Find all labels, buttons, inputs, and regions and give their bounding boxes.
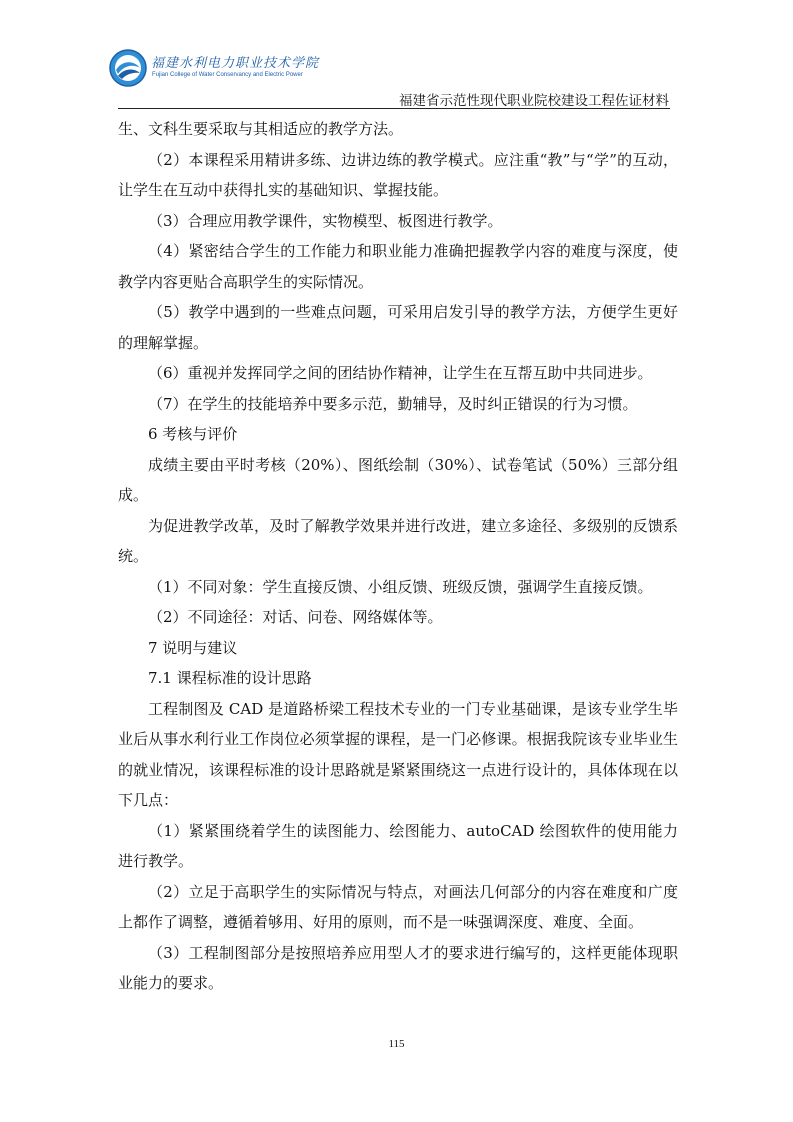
body-paragraph: （7）在学生的技能培养中要多示范，勤辅导，及时纠正错误的行为习惯。 <box>148 394 638 413</box>
body-paragraph: 为促进教学改革，及时了解教学效果并进行改进，建立多途径、多级别的反馈系统。 <box>118 516 678 565</box>
college-logo <box>108 48 320 92</box>
body-paragraph: （2）本课程采用精讲多练、边讲边练的教学模式。应注重“教”与“学”的互动，让学生在互动中获得扎实的基础知识、掌握技能。 <box>118 150 678 199</box>
section-heading: 7 说明与建议 <box>148 638 238 657</box>
body-paragraph: （1）不同对象：学生直接反馈、小组反馈、班级反馈，强调学生直接反馈。 <box>148 577 653 596</box>
body-paragraph: （2）立足于高职学生的实际情况与特点，对画法几何部分的内容在难度和广度上都作了调整，遵循着够用、好用的原则，而不是一味强调深度、难度、全面。 <box>118 882 678 931</box>
body-paragraph: （3）合理应用教学课件，实物模型、板图进行教学。 <box>148 211 503 230</box>
body-paragraph: （4）紧密结合学生的工作能力和职业能力准确把握教学内容的难度与深度，使教学内容更贴合高职学生的实际情况。 <box>118 242 678 291</box>
section-heading: 7.1 课程标准的设计思路 <box>148 669 312 687</box>
college-emblem-icon <box>108 48 148 88</box>
body-paragraph: 工程制图及 CAD 是道路桥梁工程技术专业的一门专业基础课，是该专业学生毕业后从事水利行业工作岗位必须掌握的课程，是一门必修课。根据我院该专业毕业生的就业情况，该课程标准的设计思路就是紧紧围绕这一点进行设计的，具体体现在以下几点： <box>118 699 678 809</box>
page-number: 115 <box>388 1038 405 1050</box>
body-paragraph: （5）教学中遇到的一些难点问题，可采用启发引导的教学方法，方便学生更好的理解掌握。 <box>118 303 678 352</box>
page-body <box>118 114 678 999</box>
section-heading: 6 考核与评价 <box>148 425 238 443</box>
header-title: 福建省示范性现代职业院校建设工程佐证材料 <box>399 93 669 109</box>
college-name-en: Fujian College of Water Conservancy and Electric Power <box>152 72 303 78</box>
header-divider <box>118 108 670 109</box>
body-paragraph: （2）不同途径：对话、问卷、网络媒体等。 <box>148 608 443 626</box>
page-header <box>0 0 793 110</box>
body-paragraph: 生、文科生要采取与其相适应的教学方法。 <box>118 120 404 138</box>
body-paragraph: （1）紧紧围绕着学生的读图能力、绘图能力、autoCAD 绘图软件的使用能力进行教学。 <box>118 821 678 870</box>
body-paragraph: （6）重视并发挥同学之间的团结协作精神，让学生在互帮互助中共同进步。 <box>148 364 653 382</box>
body-paragraph: （3）工程制图部分是按照培养应用型人才的要求进行编写的，这样更能体现职业能力的要求。 <box>118 943 678 992</box>
body-paragraph: 成绩主要由平时考核（20%）、图纸绘制（30%）、试卷笔试（50%）三部分组成。 <box>118 455 678 504</box>
college-name-cn: 福建水利电力职业技术学院 <box>151 56 320 71</box>
